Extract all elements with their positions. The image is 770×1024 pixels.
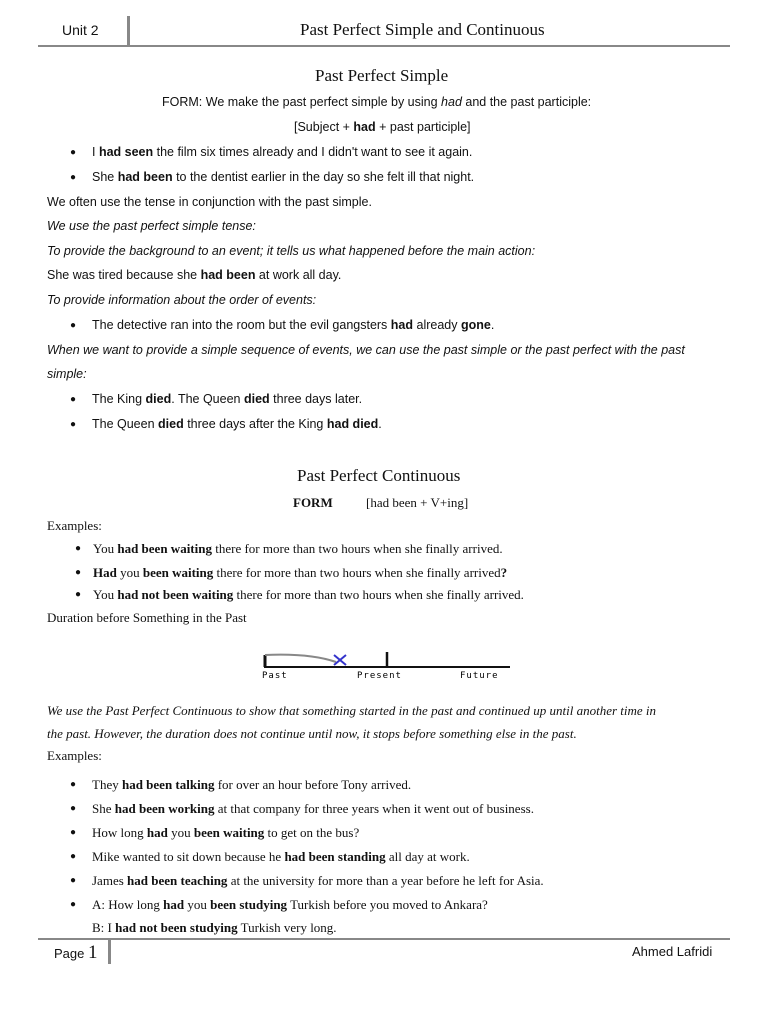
header-divider [127,16,130,46]
bullet-icon: ● [70,394,77,405]
section-heading-simple: Past Perfect Simple [315,66,449,85]
continuous-desc-1: We use the Past Perfect Continuous to show that something started in the past and continued up until another time in [47,703,657,718]
bullet-icon: ● [70,147,77,158]
simple-example-1: I had seen the film six times already and I didn't want to see it again. [92,145,473,159]
page-title: Past Perfect Simple and Continuous [300,20,545,39]
simple-example-2: She had been to the dentist earlier in the day so she felt ill that night. [92,170,475,184]
bullet-icon: ● [70,827,77,838]
continuous-form-formula: [had been + V+ing] [366,495,469,510]
page-number: 1 [88,942,98,963]
duration-arc [265,655,336,662]
simple-note-2: We use the past perfect simple tense: [47,219,256,233]
bullet-icon: ● [75,543,82,554]
footer-divider [108,940,111,964]
bullet-icon: ● [70,320,77,331]
footer-rule [38,938,730,940]
continuous-example-2: Had you been waiting there for more than two hours when she finally arrived? [93,565,508,580]
timeline-diagram [260,648,512,682]
simple-note-3: To provide the background to an event; it tells us what happened before the main action: [47,244,536,258]
continuous-e7: B: I had not been studying Turkish very long. [92,920,337,935]
simple-formula: [Subject + had + past participle] [294,120,471,134]
continuous-example-3: You had not been waiting there for more than two hours when she finally arrived. [93,587,524,602]
continuous-e2: She had been working at that company for three years when it went out of business. [92,801,534,816]
bullet-icon: ● [70,172,77,183]
simple-note-1: We often use the tense in conjunction with the past simple. [47,195,372,209]
author-name: Ahmed Lafridi [632,944,713,959]
page-label: Page [54,946,85,961]
continuous-example-1: You had been waiting there for more than two hours when she finally arrived. [93,541,503,556]
continuous-e4: Mike wanted to sit down because he had been standing all day at work. [92,849,470,864]
simple-example-3: She was tired because she had been at work all day. [47,268,342,282]
simple-example-5: The King died. The Queen died three days later. [92,392,363,406]
bullet-icon: ● [70,851,77,862]
bullet-icon: ● [70,875,77,886]
header-rule [38,45,730,47]
continuous-e1: They had been talking for over an hour before Tony arrived. [92,777,412,792]
simple-note-4: To provide information about the order of events: [47,293,317,307]
simple-note-5a: When we want to provide a simple sequence of events, we can use the past simple or the past perfect with the past [47,343,685,357]
simple-example-6: The Queen died three days after the King had died. [92,417,382,431]
continuous-e6: A: How long had you been studying Turkish before you moved to Ankara? [92,897,488,912]
continuous-desc-2: the past. However, the duration does not continue until now, it stops before something else in the past. [47,726,577,741]
bullet-icon: ● [75,589,82,600]
timeline-label-future: Future [460,671,499,681]
examples-label-2: Examples: [47,748,102,763]
unit-label: Unit 2 [62,22,99,38]
bullet-icon: ● [75,567,82,578]
simple-note-5b: simple: [47,367,87,381]
simple-example-4: The detective ran into the room but the evil gangsters had already gone. [92,318,495,332]
timeline-label-present: Present [357,671,402,681]
continuous-e3: How long had you been waiting to get on the bus? [92,825,360,840]
duration-caption: Duration before Something in the Past [47,610,247,625]
bullet-icon: ● [70,419,77,430]
bullet-icon: ● [70,803,77,814]
bullet-icon: ● [70,899,77,910]
section-heading-continuous: Past Perfect Continuous [297,466,461,485]
examples-label: Examples: [47,518,102,533]
timeline-label-past: Past [262,671,288,681]
simple-form-line: FORM: We make the past perfect simple by using had and the past participle: [162,95,592,109]
bullet-icon: ● [70,779,77,790]
continuous-e5: James had been teaching at the university for more than a year before he left for Asia. [92,873,544,888]
continuous-form-label: FORM [293,495,333,510]
